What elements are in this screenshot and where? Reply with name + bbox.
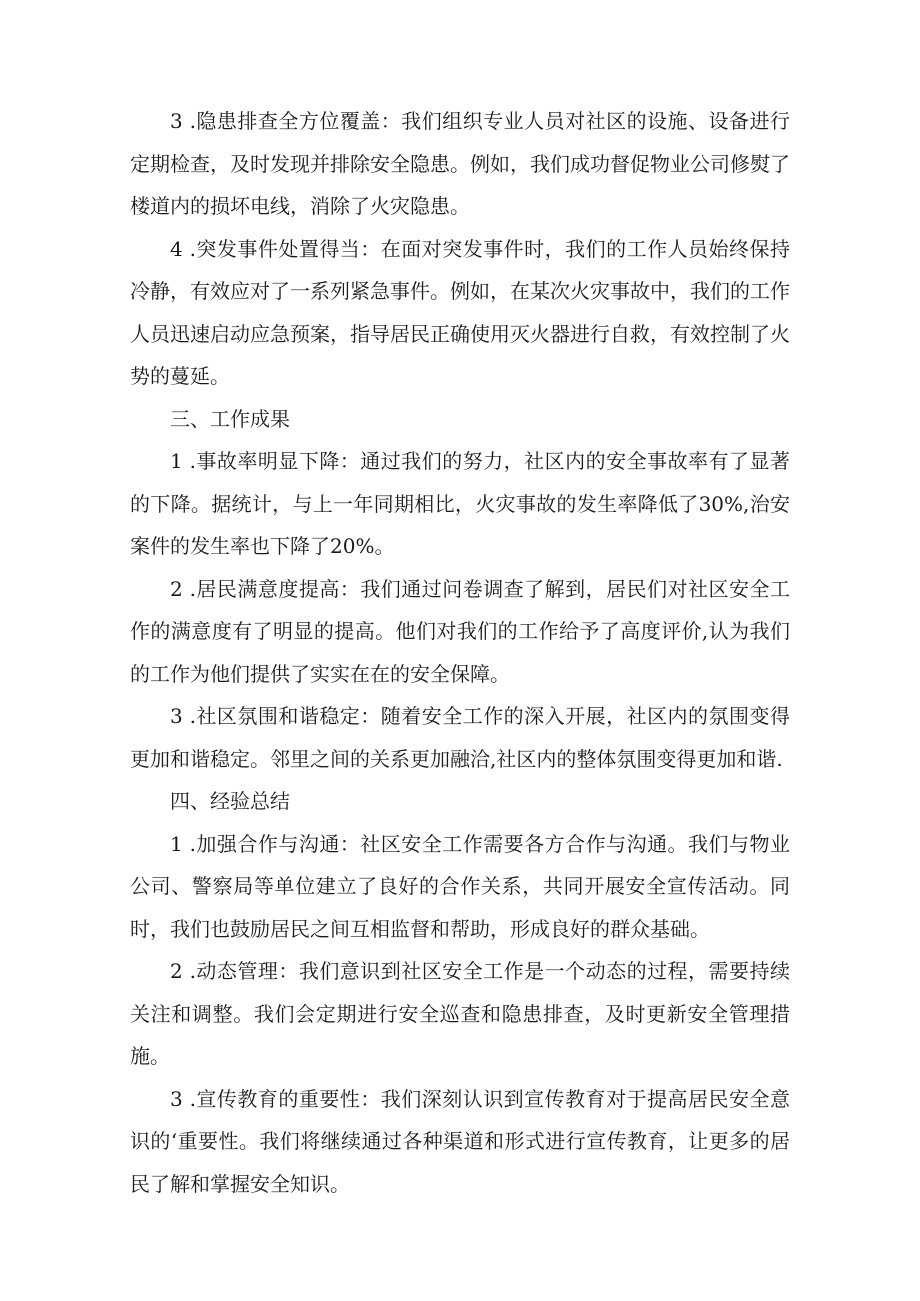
- section-heading-results: 三、工作成果: [170, 406, 290, 431]
- paragraph-publicity-education: 3 .宣传教育的重要性：我们深刻认识到宣传教育对于提高居民安全意识的‘重要性。我们将继续通过各种渠道和形式进行宣传教育，让更多的居民了解和掌握安全知识。: [130, 1086, 790, 1196]
- paragraph-dynamic-management: 2 .动态管理：我们意识到社区安全工作是一个动态的过程，需要持续关注和调整。我们会定期进行安全巡查和隐患排查，及时更新安全管理措施。: [130, 959, 790, 1068]
- paragraph-cooperation: 1 .加强合作与沟通：社区安全工作需要各方合作与沟通。我们与物业公司、警察局等单位建立了良好的合作关系，共同开展安全宣传活动。同时，我们也鼓励居民之间互相监督和帮助，形成良好的群众基础。: [130, 831, 790, 941]
- paragraph-resident-satisfaction: 2 .居民满意度提高：我们通过问卷调查了解到，居民们对社区安全工作的满意度有了明显的提高。他们对我们的工作给予了高度评价,认为我们的工作为他们提供了实实在在的安全保障。: [130, 576, 790, 686]
- paragraph-hazard-inspection: 3 .隐患排查全方位覆盖：我们组织专业人员对社区的设施、设备进行定期检查，及时发现并排除安全隐患。例如，我们成功督促物业公司修熨了楼道内的损坏电线，消除了火灾隐患。: [130, 109, 790, 218]
- paragraph-accident-rate: 1 .事故率明显下降：通过我们的努力，社区内的安全事故率有了显著的下降。据统计，与上一年同期相比，火灾事故的发生率降低了30%,治安案件的发生率也下降了20%。: [130, 449, 790, 558]
- paragraph-community-harmony: 3 .社区氛围和谐稳定：随着安全工作的深入开展，社区内的氛围变得更加和谐稳定。邻里之间的关系更加融洽,社区内的整体氛围变得更加和谐.: [130, 704, 790, 771]
- paragraph-emergency-handling: 4 .突发事件处置得当：在面对突发事件时，我们的工作人员始终保持冷静，有效应对了一系列紧急事件。例如，在某次火灾事故中，我们的工作人员迅速启动应急预案，指导居民正确使用灭火器进行自救，有效控制了火势的蔓延。: [130, 236, 790, 388]
- document-page: [130, 100, 790, 1205]
- section-heading-experience: 四、经验总结: [170, 789, 290, 813]
